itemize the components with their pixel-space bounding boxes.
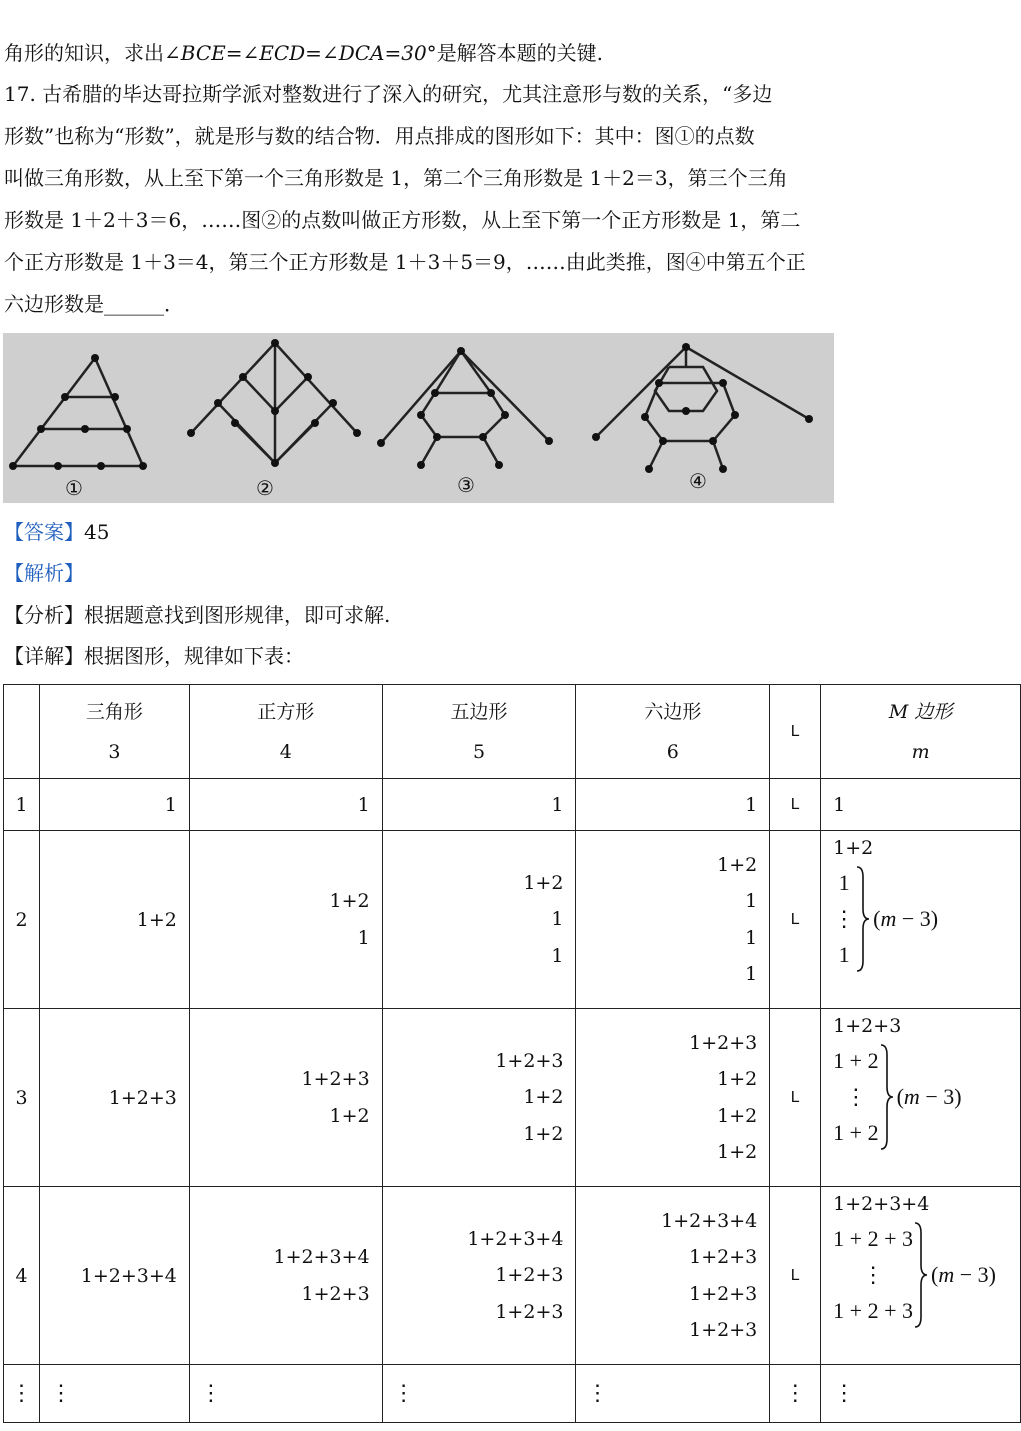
cell-triangle: ⋮ [39, 1365, 189, 1423]
cell-m-gon: ⋮ [821, 1365, 1021, 1423]
header-corner [4, 685, 40, 779]
previous-solution-line [4, 38, 603, 68]
pattern-table [3, 684, 1021, 1423]
row-index: 4 [4, 1187, 40, 1365]
xiangjie-line [4, 641, 304, 671]
problem-statement [4, 73, 844, 325]
cell-square: 1+2 1 [189, 831, 382, 1009]
cell-pentagon: 1+2+3 1+2 1+2 [382, 1009, 576, 1187]
analysis-heading [4, 558, 84, 588]
cell-hexagon: 1+2+3 1+2 1+2 1+2 [576, 1009, 770, 1187]
cell-hexagon: 1+2+3+4 1+2+3 1+2+3 1+2+3 [576, 1187, 770, 1365]
cell-ellipsis: ⋮ [770, 1365, 821, 1423]
problem-line: 17. 古希腊的毕达哥拉斯学派对整数进行了深入的研究，尤其注意形与数的关系，“多边 [4, 82, 773, 106]
cell-ellipsis: L [770, 1187, 821, 1365]
analysis-tag: 【解析】 [4, 561, 84, 585]
cell-triangle: 1+2+3 [39, 1009, 189, 1187]
hexagon-figure [596, 347, 686, 437]
cell-hexagon: ⋮ [576, 1365, 770, 1423]
cell-hexagon: 1+2 1 1 1 [576, 831, 770, 1009]
cell-triangle: 1+2+3+4 [39, 1187, 189, 1365]
xiangjie-text: 根据图形，规律如下表： [84, 644, 304, 668]
xiangjie-tag: 【详解】 [4, 644, 84, 668]
prev-angles: ∠BCE=∠ECD=∠DCA=30° [164, 41, 437, 65]
fenxi-line [4, 600, 390, 630]
cell-triangle: 1 [39, 779, 189, 831]
figure-label: ③ [457, 473, 475, 497]
row-index: 3 [4, 1009, 40, 1187]
answer-line [4, 517, 109, 547]
cell-pentagon: 1 [382, 779, 576, 831]
header-m-gon: M 边形 m [821, 685, 1021, 779]
problem-line: 形数”也称为“形数”，就是形与数的结合物．用点排成的图形如下：其中：图①的点数 [4, 124, 755, 148]
cell-ellipsis: L [770, 1009, 821, 1187]
cell-ellipsis: L [770, 831, 821, 1009]
header-row [4, 685, 1021, 779]
problem-line: 个正方形数是 1＋3＝4，第三个正方形数是 1＋3＋5＝9，……由此类推，图④中第五个正 [4, 250, 806, 274]
row-index: 1 [4, 779, 40, 831]
figure-label: ④ [689, 469, 707, 493]
cell-pentagon: ⋮ [382, 1365, 576, 1423]
row-index: ⋮ [4, 1365, 40, 1423]
answer-tag: 【答案】 [4, 520, 84, 544]
table-row [4, 779, 1021, 831]
triangle-figure [13, 358, 143, 466]
cell-m-gon: 1+2+3+4 1 + 2 + 3 ⋮ 1 + 2 + 3 (m − 3) [821, 1187, 1021, 1365]
problem-line: 形数是 1＋2＋3＝6，……图②的点数叫做正方形数，从上至下第一个正方形数是 1，第二 [4, 208, 801, 232]
prev-text-a: 角形的知识，求出 [4, 41, 164, 65]
cell-m-gon: 1+2 1 ⋮ 1 (m − 3) [821, 831, 1021, 1009]
fenxi-text: 根据题意找到图形规律，即可求解. [84, 603, 391, 627]
problem-line: 六边形数是______． [4, 292, 184, 316]
problem-line: 叫做三角形数，从上至下第一个三角形数是 1，第二个三角形数是 1＋2＝3，第三个三角 [4, 166, 788, 190]
table-row [4, 831, 1021, 1009]
figure-label: ① [65, 476, 83, 500]
cell-triangle: 1+2 [39, 831, 189, 1009]
cell-m-gon: 1+2+3 1 + 2 ⋮ 1 + 2 (m − 3) [821, 1009, 1021, 1187]
pentagon-figure [381, 351, 461, 443]
table-row [4, 1009, 1021, 1187]
figure-drawing [3, 333, 834, 503]
polygonal-number-figure [3, 333, 834, 503]
cell-m-gon: 1 [821, 779, 1021, 831]
cell-square: ⋮ [189, 1365, 382, 1423]
cell-pentagon: 1+2+3+4 1+2+3 1+2+3 [382, 1187, 576, 1365]
answer-value: 45 [84, 520, 110, 544]
header-pentagon: 五边形 5 [382, 685, 576, 779]
cell-square: 1+2+3+4 1+2+3 [189, 1187, 382, 1365]
cell-ellipsis: L [770, 779, 821, 831]
cell-square: 1+2+3 1+2 [189, 1009, 382, 1187]
cell-pentagon: 1+2 1 1 [382, 831, 576, 1009]
row-index: 2 [4, 831, 40, 1009]
fenxi-tag: 【分析】 [4, 603, 84, 627]
header-hexagon: 六边形 6 [576, 685, 770, 779]
header-square: 正方形 4 [189, 685, 382, 779]
header-triangle: 三角形 3 [39, 685, 189, 779]
cell-hexagon: 1 [576, 779, 770, 831]
cell-square: 1 [189, 779, 382, 831]
header-ellipsis: L [770, 685, 821, 779]
prev-text-b: 是解答本题的关键. [436, 41, 604, 65]
table-row [4, 1187, 1021, 1365]
table-row [4, 1365, 1021, 1423]
figure-label: ② [256, 476, 274, 500]
